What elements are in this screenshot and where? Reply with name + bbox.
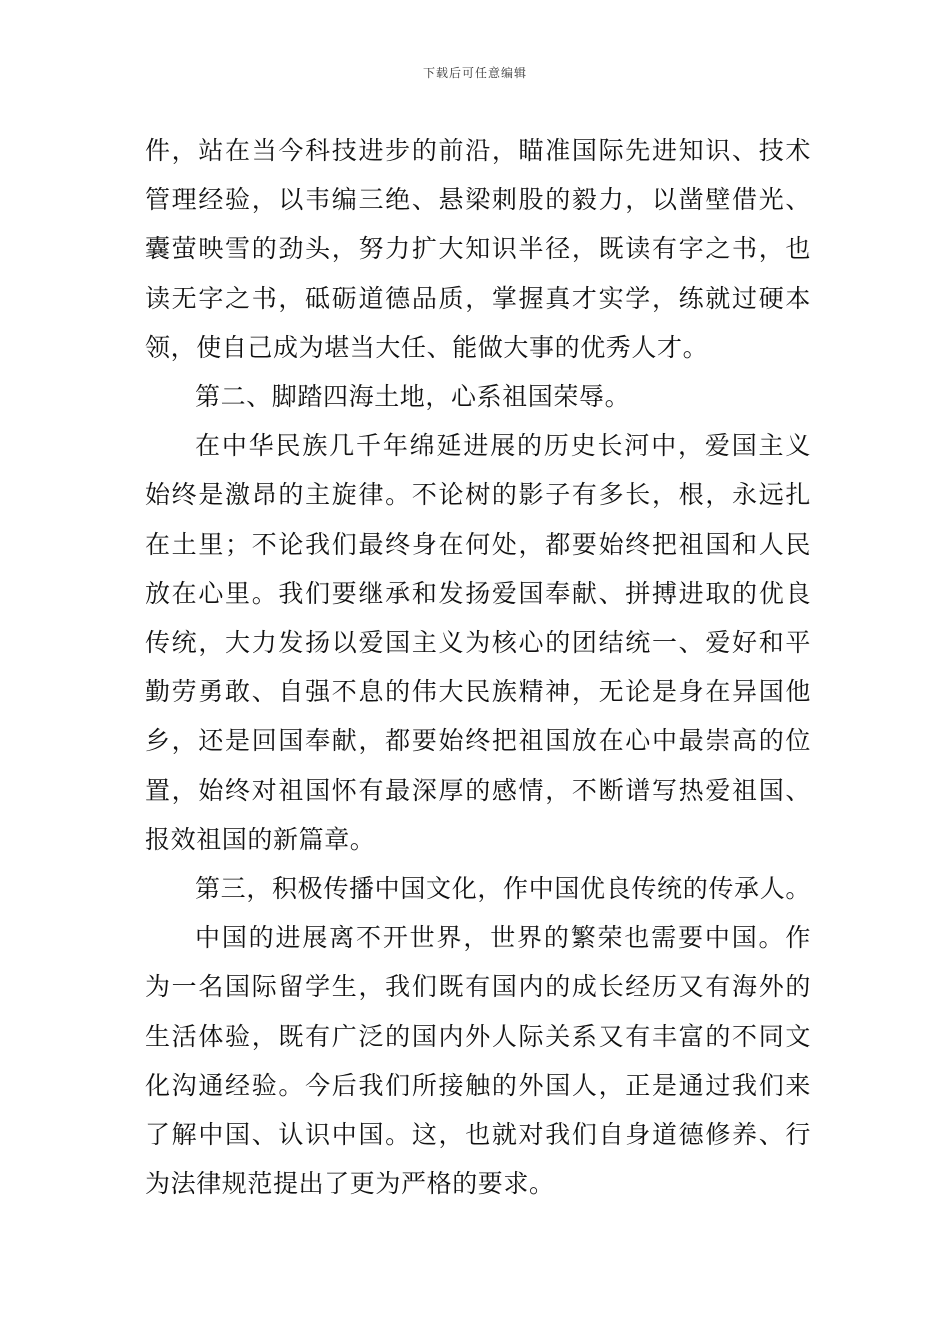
page-header-note: 下载后可任意编辑 [422, 66, 527, 80]
text-line: 管理经验，以韦编三绝、悬梁刺股的毅力，以凿壁借光、 [145, 185, 811, 215]
text-line: 始终是激昂的主旋律。不论树的影子有多长，根，永远扎 [145, 480, 811, 510]
text-line: 置，始终对祖国怀有最深厚的感情，不断谱写热爱祖国、 [145, 775, 811, 805]
body-text [145, 126, 811, 1208]
text-line: 第二、脚踏四海土地，心系祖国荣辱。 [195, 382, 631, 412]
text-line: 乡，还是回国奉献，都要始终把祖国放在心中最崇高的位 [145, 726, 811, 756]
text-line: 为一名国际留学生，我们既有国内的成长经历又有海外的 [145, 972, 811, 1002]
text-line: 报效祖国的新篇章。 [145, 824, 376, 854]
text-line: 领，使自己成为堪当大任、能做大事的优秀人才。 [145, 332, 709, 362]
text-line: 勤劳勇敢、自强不息的伟大民族精神，无论是身在异国他 [145, 677, 811, 707]
text-line: 件，站在当今科技进步的前沿，瞄准国际先进知识、技术 [145, 136, 811, 165]
text-line: 读无字之书，砥砺道德品质，掌握真才实学，练就过硬本 [145, 283, 811, 313]
text-line: 生活体验，既有广泛的国内外人际关系又有丰富的不同文 [145, 1021, 811, 1051]
text-line: 化沟通经验。今后我们所接触的外国人，正是通过我们来 [145, 1070, 811, 1100]
text-line: 为法律规范提出了更为严格的要求。 [145, 1169, 555, 1199]
text-line: 第三，积极传播中国文化，作中国优良传统的传承人。 [195, 874, 811, 904]
text-line: 传统，大力发扬以爱国主义为核心的团结统一、爱好和平 [145, 628, 811, 658]
text-line: 囊萤映雪的劲头，努力扩大知识半径，既读有字之书，也 [145, 234, 811, 264]
text-line: 中国的进展离不开世界，世界的繁荣也需要中国。作 [195, 923, 811, 953]
text-line: 了解中国、认识中国。这，也就对我们自身道德修养、行 [145, 1120, 811, 1150]
text-line: 放在心里。我们要继承和发扬爱国奉献、拼搏进取的优良 [145, 578, 811, 608]
text-line: 在中华民族几千年绵延进展的历史长河中，爱国主义 [195, 431, 811, 461]
text-line: 在土里；不论我们最终身在何处，都要始终把祖国和人民 [145, 529, 811, 559]
